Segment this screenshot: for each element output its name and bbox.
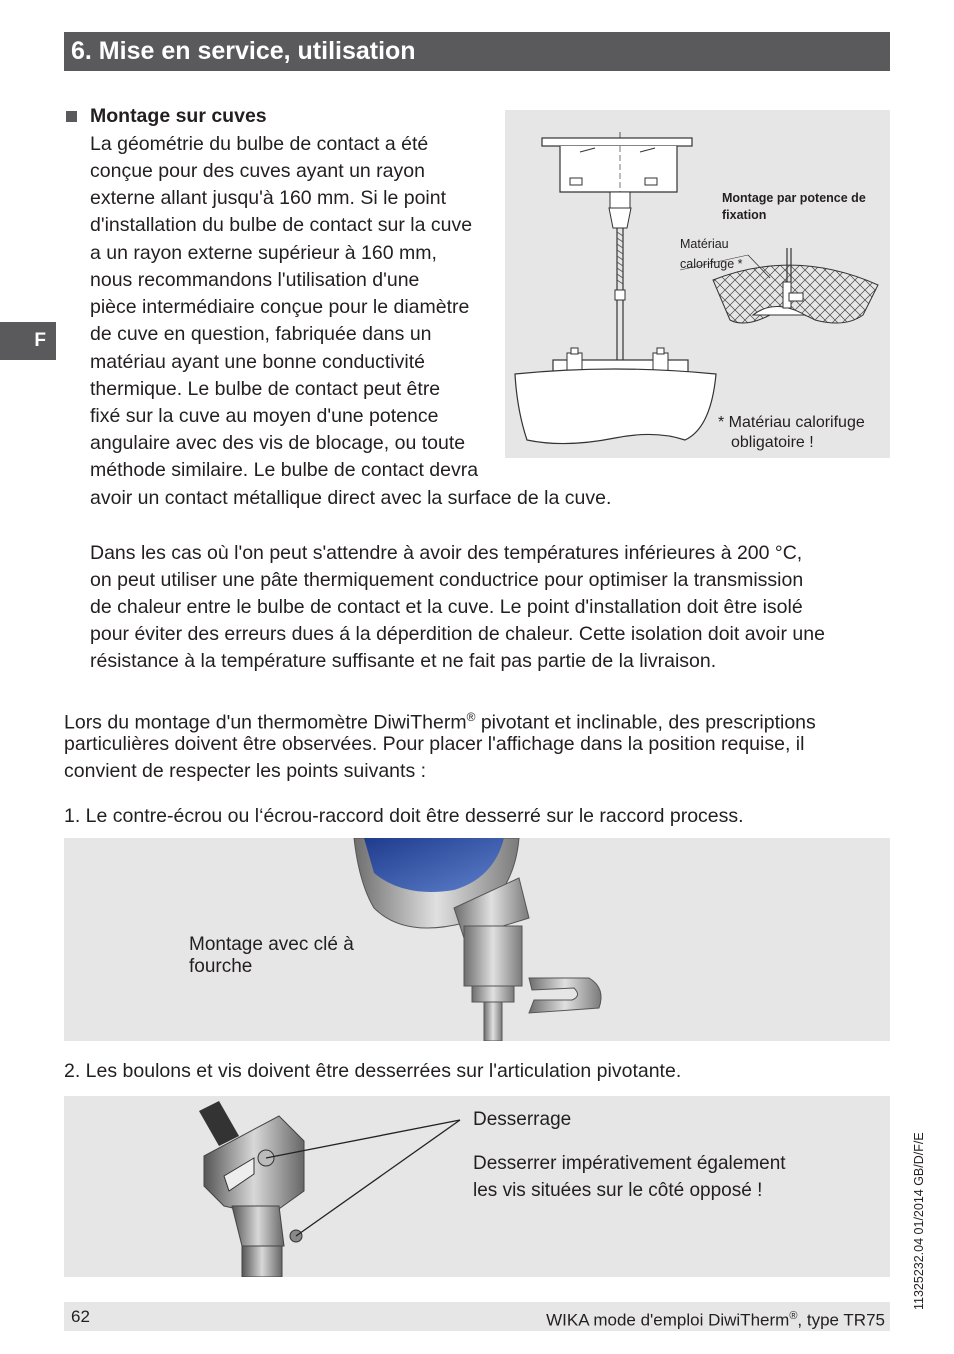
text-line: méthode similaire. Le bulbe de contact devra	[90, 459, 479, 481]
tank-mounting-diagram	[505, 110, 890, 458]
text-line: thermique. Le bulbe de contact peut être	[90, 378, 441, 400]
page-number: 62	[71, 1307, 90, 1326]
text-line: fixé sur la cuve au moyen d'une potence	[90, 405, 439, 427]
text-line: pour éviter des erreurs dues á la déperdition de chaleur. Cette isolation doit avoir une	[90, 623, 825, 645]
text-line: angulaire avec des vis de blocage, ou toute	[90, 432, 466, 454]
section-header-bar	[64, 32, 890, 71]
figure-tank-mounting	[505, 110, 890, 458]
document-code: 11325232.04 01/2014 GB/D/F/E	[912, 1132, 926, 1310]
text-line: de cuve en question, fabriquée dans un	[90, 323, 432, 345]
step-1-text: 1. Le contre-écrou ou l‘écrou-raccord doit être desserré sur le raccord process.	[64, 805, 744, 827]
text-line: convient de respecter les points suivants :	[64, 760, 427, 782]
bullet-square-icon	[66, 111, 77, 122]
label-materiau: Matériau calorifuge *	[680, 237, 743, 271]
page-title: 6. Mise en service, utilisation	[71, 37, 416, 65]
text-line: Lors du montage d'un thermomètre DiwiTherm® pivotant et inclinable, des prescriptions	[64, 710, 816, 734]
figure-swivel-joint	[64, 1096, 890, 1277]
text-line: a un rayon externe supérieur à 160 mm,	[90, 242, 437, 264]
footer-text: WIKA mode d'emploi DiwiTherm®, type TR75	[546, 1310, 885, 1330]
step-2-text: 2. Les boulons et vis doivent être desserrées sur l'articulation pivotante.	[64, 1060, 682, 1082]
section-heading: Montage sur cuves	[90, 105, 267, 127]
text-line: Dans les cas où l'on peut s'attendre à avoir des températures inférieures à 200 °C,	[90, 542, 803, 564]
wrench-caption: Montage avec clé à fourche	[189, 934, 354, 977]
text-line: avoir un contact métallique direct avec la surface de la cuve.	[90, 487, 612, 509]
text-line: conçue pour des cuves ayant un rayon	[90, 160, 425, 182]
swivel-caption: Desserrage Desserrer impérativement également les vis situées sur le côté opposé !	[473, 1109, 786, 1201]
text-line: externe allant jusqu'à 160 mm. Si le point	[90, 187, 447, 209]
text-line: on peut utiliser une pâte thermiquement conductrice pour optimiser la transmission	[90, 569, 804, 591]
callout-lines	[184, 1096, 464, 1277]
page-footer	[64, 1302, 890, 1331]
text-line: d'installation du bulbe de contact sur la cuve	[90, 214, 473, 236]
label-potence: Montage par potence de fixation	[722, 191, 866, 222]
text-line: de chaleur entre le bulbe de contact et la cuve. Le point d'installation doit être isolé	[90, 596, 803, 618]
text-line: La géométrie du bulbe de contact a été	[90, 133, 429, 155]
insulation-note: * Matériau calorifuge obligatoire !	[718, 414, 865, 451]
text-line: nous recommandons l'utilisation d'une	[90, 269, 420, 291]
text-line: résistance à la température suffisante et ne fait pas partie de la livraison.	[90, 650, 717, 672]
text-line: matériau ayant une bonne conductivité	[90, 351, 425, 373]
figure-wrench-mounting	[64, 838, 890, 1041]
language-tab: F	[0, 322, 56, 360]
text-line: pièce intermédiaire conçue pour le diamètre	[90, 296, 470, 318]
thermometer-wrench-photo	[344, 838, 644, 1041]
text-line: particulières doivent être observées. Pour placer l'affichage dans la position requise, il	[64, 733, 805, 755]
